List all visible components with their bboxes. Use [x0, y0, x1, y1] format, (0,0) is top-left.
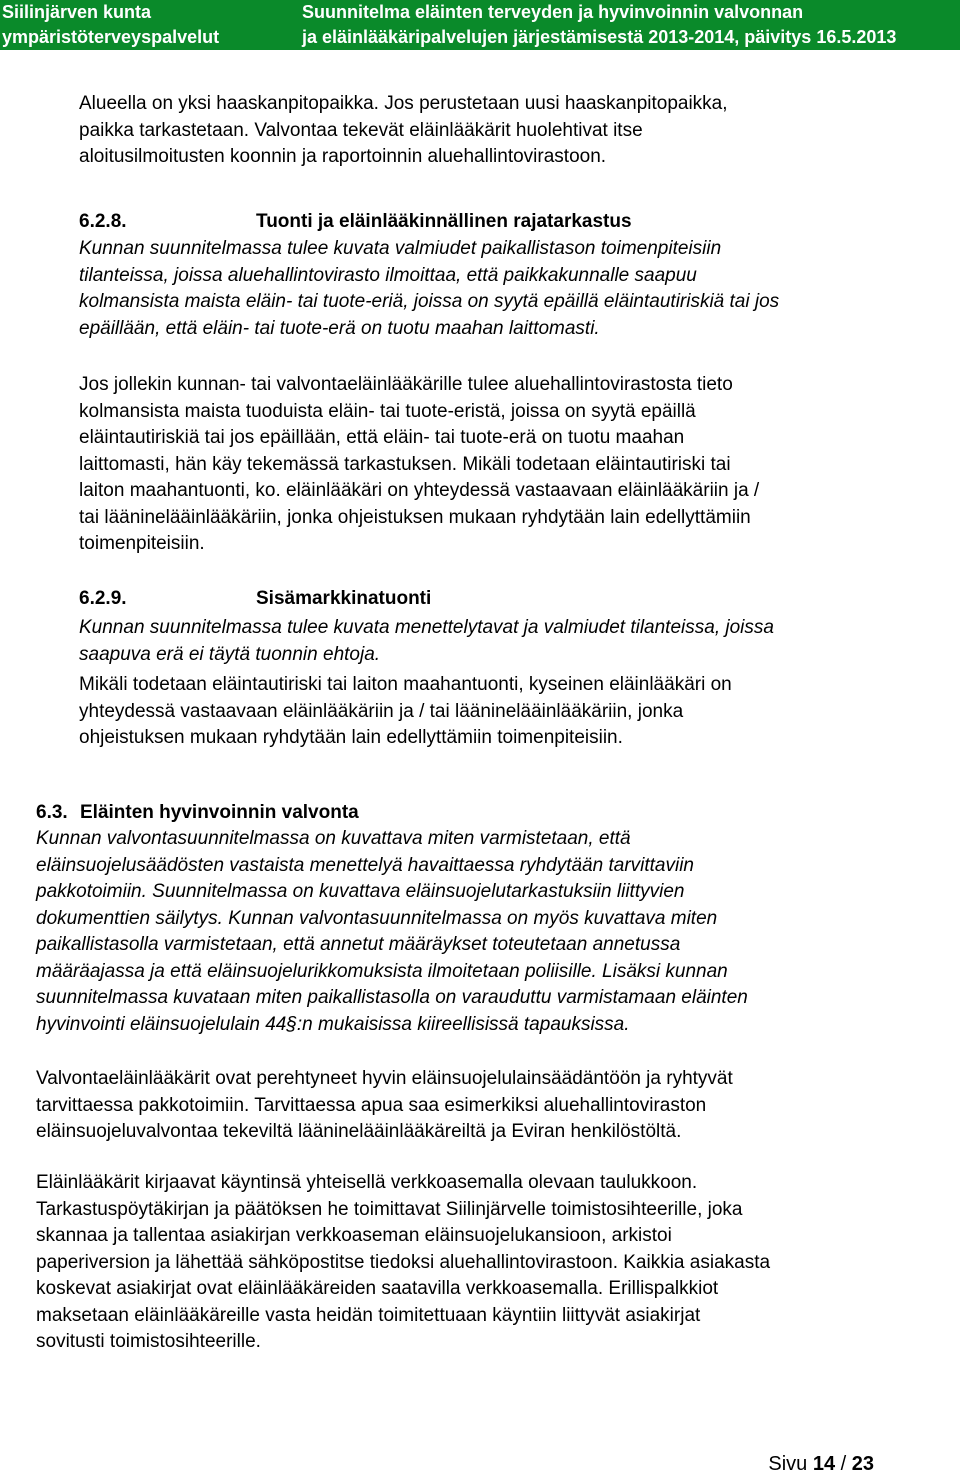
section-title: Tuonti ja eläinlääkinnällinen rajatarkastus	[256, 211, 632, 232]
text-line: maksetaan eläinlääkäreille vasta heidän toimitettuaan käyntiin liittyvät asiakirjat	[36, 1304, 701, 1326]
section-guidance-italic	[36, 826, 748, 1038]
section-paragraph	[36, 1066, 733, 1146]
text-line: sovitusti toimistosihteerille.	[36, 1331, 261, 1352]
text-line: saapuva erä ei täytä tuonnin ehtoja.	[79, 643, 381, 665]
text-line: tilanteissa, joissa aluehallintovirasto ilmoittaa, että paikkakunnalle saapuu	[79, 264, 697, 286]
section-number: 6.2.8.	[79, 211, 127, 232]
text-line: kolmansista maista tuoduista eläin- tai tuote-eristä, joissa on syytä epäillä	[79, 400, 696, 422]
intro-paragraph	[79, 91, 728, 171]
text-line: hyvinvointi eläinsuojelulain 44§:n mukaisissa kiireellisissä tapauksissa.	[36, 1013, 630, 1035]
header-title-line1: Suunnitelma eläinten terveyden ja hyvinvoinnin valvonnan	[302, 2, 804, 22]
text-line: Kunnan valvontasuunnitelmassa on kuvattava miten varmistetaan, että	[36, 828, 631, 849]
text-line: laittomasti, hän käy tekemässä tarkastuksen. Mikäli todetaan eläintautiriski tai	[79, 453, 731, 475]
header-document-title	[302, 0, 896, 50]
text-line: Kunnan suunnitelmassa tulee kuvata valmiudet paikallistason toimenpiteisiin	[79, 238, 722, 259]
text-line: ohjeistuksen mukaan ryhdytään lain edellyttämiin toimenpiteisiin.	[79, 727, 623, 748]
text-line: Mikäli todetaan eläintautiriski tai laiton maahantuonti, kyseinen eläinlääkäri on	[79, 674, 732, 695]
header-org-line2: ympäristöterveyspalvelut	[2, 27, 220, 47]
text-line: Kunnan suunnitelmassa tulee kuvata menettelytavat ja valmiudet tilanteissa, joissa	[79, 617, 774, 638]
header-title-line2: ja eläinlääkäripalvelujen järjestämisestä 2013-2014, päivitys 16.5.2013	[302, 27, 897, 47]
page-header	[0, 0, 960, 50]
header-organization	[2, 0, 219, 50]
total-pages: 23	[851, 1453, 874, 1475]
text-line: yhteydessä vastaavaan eläinlääkäriin ja / tai lääninelääinlääkäriin, jonka	[79, 700, 684, 722]
text-line: pakkotoimiin. Suunnitelmassa on kuvattava eläinsuojelutarkastuksiin liittyvien	[36, 881, 685, 902]
text-line: paikka tarkastetaan. Valvontaa tekevät eläinlääkärit huolehtivat itse	[79, 119, 643, 141]
text-line: Alueella on yksi haaskanpitopaikka. Jos perustetaan uusi haaskanpitopaikka,	[79, 93, 728, 114]
section-body	[79, 372, 759, 558]
text-line: laiton maahantuonti, ko. eläinlääkäri on yhteydessä vastaavaan eläinlääkäriin ja /	[79, 480, 760, 501]
text-line: dokumenttien säilytys. Kunnan valvontasuunnitelmassa on myös kuvattava miten	[36, 907, 718, 929]
section-number: 6.2.9.	[79, 588, 127, 609]
text-line: Jos jollekin kunnan- tai valvontaeläinlääkärille tulee aluehallintovirastosta tieto	[79, 374, 733, 395]
text-line: Tarkastuspöytäkirjan ja päätöksen he toimittavat Siilinjärvelle toimistosihteerille, joka	[36, 1198, 743, 1220]
page-prefix: Sivu	[768, 1453, 813, 1475]
header-org-line1: Siilinjärven kunta	[2, 2, 152, 22]
text-line: skannaa ja tallentaa asiakirjan verkkoaseman eläinsuojelukansioon, arkistoi	[36, 1225, 672, 1246]
text-line: aloitusilmoitusten koonnin ja raportoinnin aluehallintovirastoon.	[79, 146, 607, 167]
text-line: suunnitelmassa kuvataan miten paikallistasolla on varauduttu varmistamaan eläinten	[36, 987, 748, 1008]
page-number	[768, 1453, 874, 1476]
text-line: eläinsuojeluvalvontaa tekeviltä lääninelääinlääkäreiltä ja Eviran henkilöstöltä.	[36, 1121, 682, 1142]
text-line: eläintautiriskiä tai jos epäillään, että eläin- tai tuote-erä on tuotu maahan	[79, 427, 685, 448]
text-line: toimenpiteisiin.	[79, 533, 205, 554]
text-line: Eläinlääkärit kirjaavat käyntinsä yhteisellä verkkoasemalla olevaan taulukkoon.	[36, 1172, 698, 1193]
text-line: paperiversion ja lähettää sähköpostitse tiedoksi aluehallintovirastoon. Kaikkia asiakasta	[36, 1251, 771, 1273]
section-body	[79, 672, 732, 752]
text-line: tai lääninelääinlääkäriin, jonka ohjeistuksen mukaan ryhdytään lain edellyttämiin	[79, 506, 751, 528]
section-paragraph	[36, 1170, 770, 1356]
text-line: määräajassa ja että eläinsuojelurikkomuksista ilmoitetaan poliisille. Lisäksi kunnan	[36, 960, 728, 982]
current-page: 14	[812, 1453, 836, 1475]
section-title: Eläinten hyvinvoinnin valvonta	[80, 802, 359, 823]
section-guidance-italic	[79, 615, 774, 668]
page-separator: /	[835, 1453, 852, 1475]
text-line: koskevat asiakirjat ovat eläinlääkäreiden saatavilla verkkoasemalla. Erillispalkkiot	[36, 1278, 719, 1299]
section-title: Sisämarkkinatuonti	[256, 588, 432, 609]
section-guidance-italic	[79, 236, 779, 342]
text-line: epäillään, että eläin- tai tuote-erä on tuotu maahan laittomasti.	[79, 317, 600, 339]
section-number: 6.3.	[36, 802, 68, 823]
text-line: kolmansista maista eläin- tai tuote-eriä, joissa on syytä epäillä eläintautiriskiä tai jos	[79, 291, 780, 312]
text-line: Valvontaeläinlääkärit ovat perehtyneet hyvin eläinsuojelulainsäädäntöön ja ryhtyvät	[36, 1068, 733, 1089]
text-line: paikallistasolla varmistetaan, että annetut määräykset toteutetaan annetussa	[36, 934, 681, 955]
text-line: eläinsuojelusäädösten vastaista menettelyä havaittaessa ryhdytään tarvittaviin	[36, 854, 694, 876]
text-line: tarvittaessa pakkotoimiin. Tarvittaessa apua saa esimerkiksi aluehallintoviraston	[36, 1094, 707, 1116]
